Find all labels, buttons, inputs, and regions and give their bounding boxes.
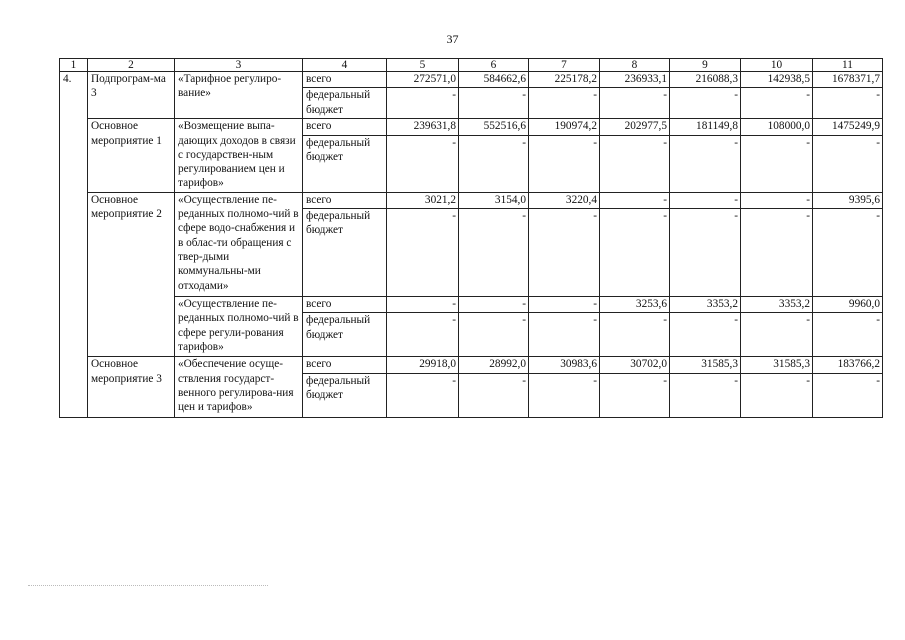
value-cell: - bbox=[529, 209, 600, 297]
column-header: 11 bbox=[813, 59, 883, 72]
source-label: всего bbox=[303, 72, 387, 88]
column-header: 6 bbox=[459, 59, 529, 72]
source-label: федеральный бюджет bbox=[303, 373, 387, 417]
value-cell: 3253,6 bbox=[600, 297, 670, 313]
source-label: всего bbox=[303, 192, 387, 208]
value-cell: - bbox=[529, 373, 600, 417]
column-number-row bbox=[60, 59, 883, 72]
program-name: «Тарифное регулиро-вание» bbox=[175, 72, 303, 119]
scan-artifact bbox=[28, 585, 268, 588]
column-header: 2 bbox=[88, 59, 175, 72]
value-cell: 1678371,7 bbox=[813, 72, 883, 88]
table-row bbox=[60, 72, 883, 88]
column-header: 8 bbox=[600, 59, 670, 72]
program-name: «Осуществление пе-реданных полномо-чий в сфере водо-снабжения и в облас-ти обращения с твер-дыми коммунальны-ми отходами» bbox=[175, 192, 303, 296]
value-cell: 31585,3 bbox=[670, 357, 741, 373]
value-cell: 1475249,9 bbox=[813, 119, 883, 135]
value-cell: - bbox=[600, 209, 670, 297]
value-cell: - bbox=[741, 135, 813, 192]
value-cell: - bbox=[670, 373, 741, 417]
value-cell: 3021,2 bbox=[387, 192, 459, 208]
value-cell: - bbox=[741, 313, 813, 357]
column-header: 1 bbox=[60, 59, 88, 72]
program-name: «Обеспечение осуще-ствления государст-венного регулирова-ния цен и тарифов» bbox=[175, 357, 303, 417]
column-header: 4 bbox=[303, 59, 387, 72]
value-cell: 9395,6 bbox=[813, 192, 883, 208]
value-cell: - bbox=[600, 373, 670, 417]
value-cell: 239631,8 bbox=[387, 119, 459, 135]
table-row bbox=[60, 119, 883, 135]
value-cell: 183766,2 bbox=[813, 357, 883, 373]
value-cell: 190974,2 bbox=[529, 119, 600, 135]
value-cell: - bbox=[741, 192, 813, 208]
value-cell: - bbox=[387, 297, 459, 313]
source-label: федеральный бюджет bbox=[303, 88, 387, 119]
value-cell: 3353,2 bbox=[741, 297, 813, 313]
value-cell: 202977,5 bbox=[600, 119, 670, 135]
value-cell: - bbox=[813, 135, 883, 192]
value-cell: 28992,0 bbox=[459, 357, 529, 373]
value-cell: - bbox=[813, 373, 883, 417]
source-label: всего bbox=[303, 357, 387, 373]
program-cell: Основное мероприятие 2 bbox=[88, 192, 175, 357]
page-number: 37 bbox=[446, 32, 459, 46]
value-cell: - bbox=[459, 88, 529, 119]
value-cell: - bbox=[813, 88, 883, 119]
value-cell: - bbox=[459, 373, 529, 417]
value-cell: - bbox=[600, 313, 670, 357]
source-label: федеральный бюджет bbox=[303, 313, 387, 357]
value-cell: 30702,0 bbox=[600, 357, 670, 373]
source-label: федеральный бюджет bbox=[303, 209, 387, 297]
value-cell: 30983,6 bbox=[529, 357, 600, 373]
program-cell: Подпрограм-ма 3 bbox=[88, 72, 175, 119]
value-cell: - bbox=[813, 313, 883, 357]
program-name: «Возмещение выпа-дающих доходов в связи с государствен-ным регулированием цен и тарифов» bbox=[175, 119, 303, 192]
value-cell: 584662,6 bbox=[459, 72, 529, 88]
value-cell: - bbox=[387, 313, 459, 357]
value-cell: - bbox=[741, 88, 813, 119]
column-header: 10 bbox=[741, 59, 813, 72]
value-cell: - bbox=[529, 313, 600, 357]
value-cell: - bbox=[670, 135, 741, 192]
value-cell: - bbox=[459, 297, 529, 313]
table-row bbox=[60, 192, 883, 208]
table-row bbox=[60, 357, 883, 373]
value-cell: 142938,5 bbox=[741, 72, 813, 88]
value-cell: - bbox=[529, 297, 600, 313]
value-cell: - bbox=[741, 373, 813, 417]
column-header: 5 bbox=[387, 59, 459, 72]
value-cell: - bbox=[670, 313, 741, 357]
value-cell: 3154,0 bbox=[459, 192, 529, 208]
source-label: всего bbox=[303, 119, 387, 135]
value-cell: - bbox=[459, 135, 529, 192]
value-cell: - bbox=[459, 313, 529, 357]
value-cell: 225178,2 bbox=[529, 72, 600, 88]
value-cell: 3353,2 bbox=[670, 297, 741, 313]
value-cell: 216088,3 bbox=[670, 72, 741, 88]
program-cell: Основное мероприятие 3 bbox=[88, 357, 175, 417]
value-cell: 181149,8 bbox=[670, 119, 741, 135]
value-cell: - bbox=[600, 135, 670, 192]
program-name: «Осуществление пе-реданных полномо-чий в сфере регули-рования тарифов» bbox=[175, 297, 303, 357]
value-cell: - bbox=[529, 88, 600, 119]
row-number-continuation bbox=[60, 88, 88, 417]
source-label: всего bbox=[303, 297, 387, 313]
column-header: 9 bbox=[670, 59, 741, 72]
row-number: 4. bbox=[60, 72, 88, 88]
value-cell: - bbox=[670, 88, 741, 119]
value-cell: - bbox=[387, 209, 459, 297]
value-cell: - bbox=[600, 192, 670, 208]
value-cell: - bbox=[387, 373, 459, 417]
value-cell: 9960,0 bbox=[813, 297, 883, 313]
column-header: 7 bbox=[529, 59, 600, 72]
value-cell: - bbox=[813, 209, 883, 297]
value-cell: 236933,1 bbox=[600, 72, 670, 88]
value-cell: 552516,6 bbox=[459, 119, 529, 135]
program-cell: Основное мероприятие 1 bbox=[88, 119, 175, 192]
source-label: федеральный бюджет bbox=[303, 135, 387, 192]
value-cell: 3220,4 bbox=[529, 192, 600, 208]
value-cell: 29918,0 bbox=[387, 357, 459, 373]
value-cell: - bbox=[387, 88, 459, 119]
value-cell: - bbox=[529, 135, 600, 192]
table-row bbox=[60, 297, 883, 313]
value-cell: 108000,0 bbox=[741, 119, 813, 135]
value-cell: - bbox=[600, 88, 670, 119]
budget-table bbox=[59, 58, 883, 418]
value-cell: - bbox=[670, 192, 741, 208]
value-cell: - bbox=[459, 209, 529, 297]
column-header: 3 bbox=[175, 59, 303, 72]
value-cell: 272571,0 bbox=[387, 72, 459, 88]
value-cell: - bbox=[387, 135, 459, 192]
value-cell: 31585,3 bbox=[741, 357, 813, 373]
value-cell: - bbox=[670, 209, 741, 297]
value-cell: - bbox=[741, 209, 813, 297]
